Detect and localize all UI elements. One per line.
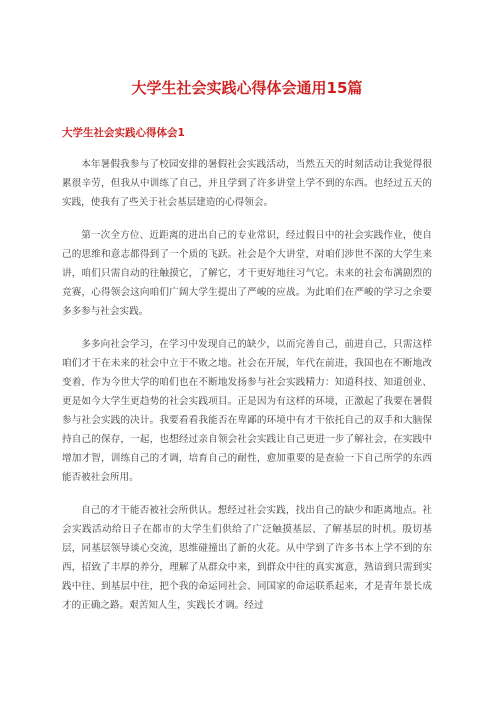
paragraph-1: 本年暑假我参与了校园安排的暑假社会实践活动，当然五天的时刻活动让我觉得很累很辛劳，但我从中训练了自己，并且学到了许多讲堂上学不到的东西。也经过五天的实践，使我有了些关于社会基层建造的心得领会。 [62,159,432,208]
section-heading: 大学生社会实践心得体会1 [62,127,185,139]
paragraph-3: 多多向社会学习，在学习中发现自己的缺少，以而完善自己，前进自己，只需这样咱们才干在未来的社会中立于不败之地。社会在开展，年代在前进，我国也在不断地改变着，作为今世大学的咱们也在不断地发扬参与社会实践精力：知道科技、知道创业、更是如今大学生更趋势的社会实践项目。正是因为有这样的环境，正激起了我要在暑假参与社会实践的决计。我要看看我能否在卑鄙的环境中有才干依托自己的双手和大脑保持自己的保存，一起，也想经过亲自领会社会实践让自己更进一步了解社会，在实践中增加才智，训练自己的才调，培育自己的耐性，愈加重要的是查验一下自己所学的东西能否被社会所用。 [62,339,432,483]
paragraph-2: 第一次全方位、近距离的进出自己的专业常识，经过假日中的社会实践作业，使自己的思维和意志都得到了一个质的飞跃。社会是个大讲堂，对咱们涉世不深的大学生来讲，咱们只需自动的往触摸它，了解它，才干更好地往习气它。未来的社会布满剧烈的竞赛，心得领会这向咱们广阔大学生提出了严峻的应战。为此咱们在严峻的学习之余要多多参与社会实践。 [62,230,432,317]
document-title: 大学生社会实践心得体会通用15篇 [131,79,363,97]
paragraph-4: 自己的才干能否被社会所供认。想经过社会实践，找出自己的缺少和距离地点。社会实践活动给日子在都市的大学生们供给了广泛触摸基层、了解基层的时机。殷切基层，同基层领导谈心交流，思维碰撞出了新的火花。从中学到了许多书本上学不到的东西，招致了丰厚的养分，理解了从群众中来，到群众中往的真实寓意，熟谙到只需到实践中往、到基层中往，把个我的命运同社会、同国家的命运联系起来，才是青年景长成才的正确之路。艰苦知人生，实践长才调。经过 [62,505,432,611]
